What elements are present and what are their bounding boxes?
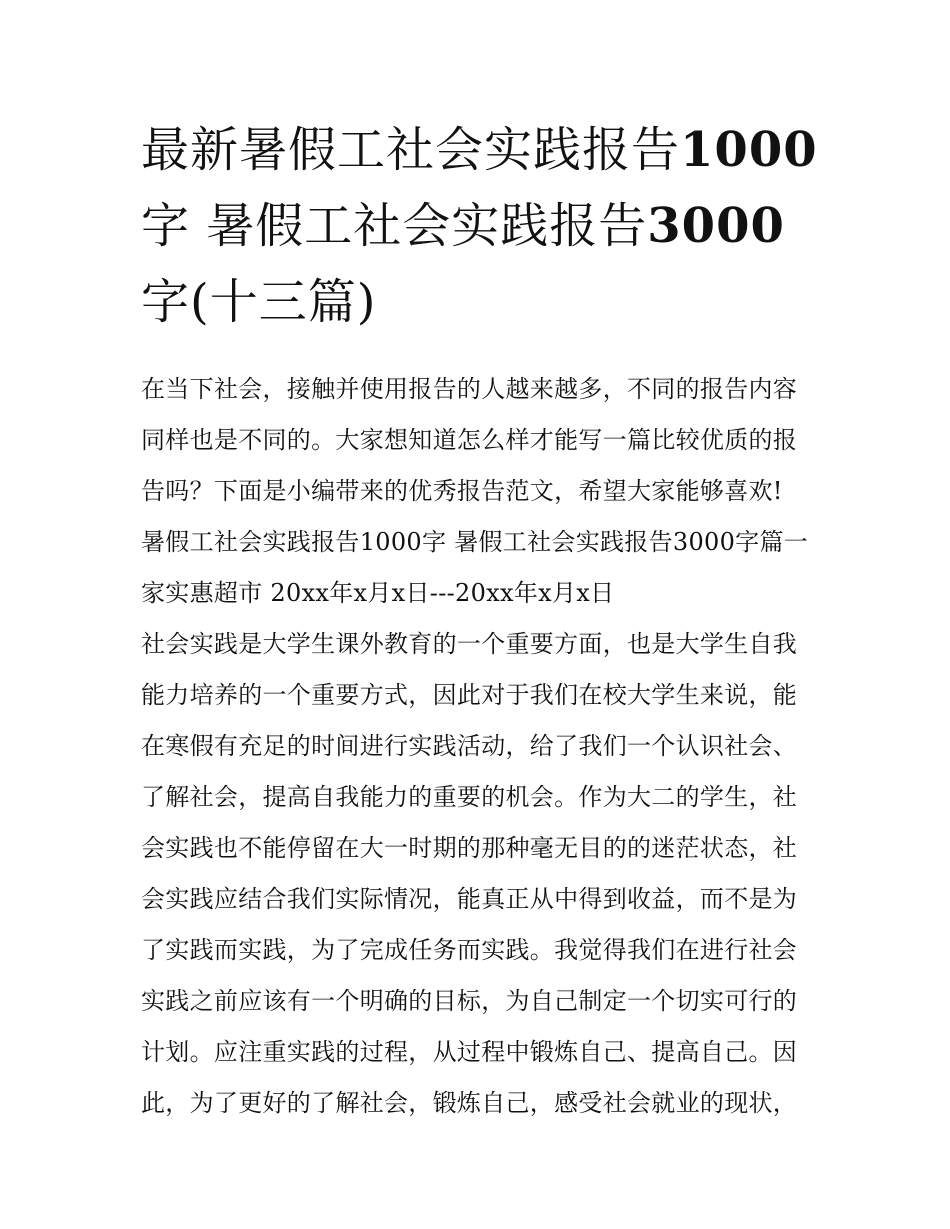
document-page — [141, 112, 816, 1129]
body-line: 告吗？下面是小编带来的优秀报告范文，希望大家能够喜欢! — [141, 477, 783, 505]
body-line: 了实践而实践，为了完成任务而实践。我觉得我们在进行社会 — [141, 936, 798, 964]
title-number: 1000 — [680, 122, 818, 178]
body-line: 计划。应注重实践的过程，从过程中锻炼自己、提高自己。因 — [141, 1038, 798, 1066]
title-line: 字 暑假工社会实践报告3000 — [141, 198, 785, 254]
body-line: 同样也是不同的。大家想知道怎么样才能写一篇比较优质的报 — [141, 426, 798, 454]
title-line: 字(十三篇) — [141, 274, 377, 330]
body-line: 家实惠超市 20xx年x月x日---20xx年x月x日 — [141, 579, 615, 607]
body-line: 会实践应结合我们实际情况，能真正从中得到收益，而不是为 — [141, 885, 798, 913]
document-title — [141, 112, 816, 340]
title-number: 3000 — [647, 198, 785, 254]
body-line: 社会实践是大学生课外教育的一个重要方面，也是大学生自我 — [141, 630, 798, 658]
body-line: 了解社会，提高自我能力的重要的机会。作为大二的学生，社 — [141, 783, 798, 811]
body-line: 在当下社会，接触并使用报告的人越来越多，不同的报告内容 — [141, 375, 798, 403]
body-line: 能力培养的一个重要方式，因此对于我们在校大学生来说，能 — [141, 681, 798, 709]
body-line: 在寒假有充足的时间进行实践活动，给了我们一个认识社会、 — [141, 732, 798, 760]
document-body — [141, 364, 816, 1129]
title-line: 最新暑假工社会实践报告1000 — [141, 122, 818, 178]
body-line: 会实践也不能停留在大一时期的那种毫无目的的迷茫状态，社 — [141, 834, 798, 862]
body-line: 暑假工社会实践报告1000字 暑假工社会实践报告3000字篇一 — [141, 528, 809, 556]
body-line: 实践之前应该有一个明确的目标，为自己制定一个切实可行的 — [141, 987, 798, 1015]
body-line: 此，为了更好的了解社会，锻炼自己，感受社会就业的现状， — [141, 1089, 798, 1117]
